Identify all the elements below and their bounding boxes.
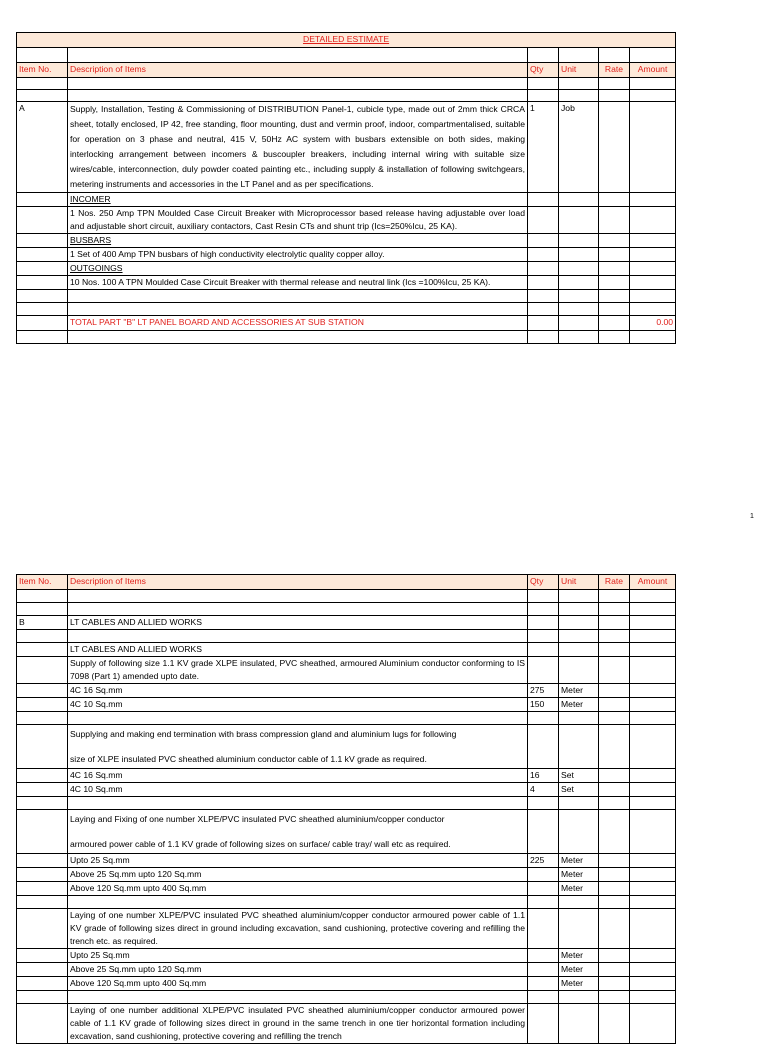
- header-unit: Unit: [559, 575, 599, 590]
- table-row: 4C 10 Sq.mm 150 Meter: [17, 698, 676, 712]
- outgoings-description: 10 Nos. 100 A TPN Moulded Case Circuit Breaker with thermal release and neutral link (Ics =100%Icu, 25 KA).: [68, 276, 528, 290]
- item-qty: 1: [528, 102, 559, 193]
- header-qty: Qty: [528, 63, 559, 78]
- table-row: [17, 725, 676, 769]
- table-row: [17, 248, 676, 262]
- table-row: Upto 25 Sq.mm Meter: [17, 949, 676, 963]
- item-unit: Job: [559, 102, 599, 193]
- total-row: [17, 316, 676, 331]
- incomer-heading: INCOMER: [68, 193, 528, 207]
- header-item-no: Item No.: [17, 63, 68, 78]
- table-row: Above 25 Sq.mm upto 120 Sq.mm Meter: [17, 868, 676, 882]
- table-row: [17, 643, 676, 657]
- table-row: [17, 102, 676, 193]
- table-row: Above 120 Sq.mm upto 400 Sq.mm Meter: [17, 882, 676, 896]
- table-row: [17, 657, 676, 684]
- table-row: Upto 25 Sq.mm 225 Meter: [17, 854, 676, 868]
- item-number: B: [17, 616, 68, 630]
- sheet-title: DETAILED ESTIMATE: [17, 33, 676, 48]
- table-row: 4C 16 Sq.mm 16 Set: [17, 769, 676, 783]
- header-rate: Rate: [599, 63, 630, 78]
- table-row: [17, 193, 676, 207]
- table-row: 4C 16 Sq.mm 275 Meter: [17, 684, 676, 698]
- estimate-table-part-1: [16, 32, 676, 344]
- header-qty: Qty: [528, 575, 559, 590]
- outgoings-heading: OUTGOINGS: [68, 262, 528, 276]
- estimate-table-part-2: [16, 574, 676, 1044]
- sub-title: LT CABLES AND ALLIED WORKS: [68, 643, 528, 657]
- item-description: Supply, Installation, Testing & Commissioning of DISTRIBUTION Panel-1, cubicle type, made out of 2mm thick CRCA sheet, totally enclosed, IP 42, free standing, floor mounting, dust and vermin proof, indoor, compartmentalised, suitable for operation on 3 phase and neutral, 415 V, 50Hz AC system with busbars extensible on both sides, making interlocking arrangement between incomers & buscoupler breakers, including internal wiring with suitable size wires/cable, interconnection, duly powder coated painting etc., including supply & installation of following switchgears, metering instruments and accessories in the LT Panel and as per specifications.: [68, 102, 528, 193]
- header-amount: Amount: [630, 63, 676, 78]
- table-row: [17, 616, 676, 630]
- page-number: 1: [750, 513, 754, 520]
- incomer-description: 1 Nos. 250 Amp TPN Moulded Case Circuit Breaker with Microprocessor based release having adjustable over load and adjustable short circuit, auxiliary contactors, Cast Resin CTs and shunt trip (Ics=250%Icu, 25 KA).: [68, 207, 528, 234]
- table-row: [17, 909, 676, 949]
- supply-description: Supply of following size 1.1 KV grade XLPE insulated, PVC sheathed, armoured Aluminium conductor conforming to IS 7098 (Part 1) amended upto date.: [68, 657, 528, 684]
- header-unit: Unit: [559, 63, 599, 78]
- busbars-description: 1 Set of 400 Amp TPN busbars of high conductivity electrolytic quality copper alloy.: [68, 248, 528, 262]
- header-description: Description of Items: [68, 63, 528, 78]
- busbars-heading: BUSBARS: [68, 234, 528, 248]
- additional-laying-description: Laying of one number additional XLPE/PVC insulated PVC sheathed aluminium/copper conductor armoured power cable of 1.1 KV grade of following sizes direct in ground in the same trench in one tier horizontal formation including excavation, sand cushioning, protective covering and refilling the trench: [68, 1004, 528, 1044]
- ground-laying-description: Laying of one number XLPE/PVC insulated PVC sheathed aluminium/copper conductor armoured power cable of 1.1 KV grade of following sizes direct in ground including excavation, sand cushioning, protective covering and refilling the trench etc. as required.: [68, 909, 528, 949]
- table-row: [17, 276, 676, 290]
- header-rate: Rate: [599, 575, 630, 590]
- table-row: Above 25 Sq.mm upto 120 Sq.mm Meter: [17, 963, 676, 977]
- header-amount: Amount: [630, 575, 676, 590]
- total-label: TOTAL PART "B" LT PANEL BOARD AND ACCESSORIES AT SUB STATION: [68, 316, 528, 331]
- section-title: LT CABLES AND ALLIED WORKS: [68, 616, 528, 630]
- column-header-row: [17, 575, 676, 590]
- table-row: [17, 207, 676, 234]
- table-row: [17, 234, 676, 248]
- laying-description: Laying and Fixing of one number XLPE/PVC insulated PVC sheathed aluminium/copper conductor armoured power cable of 1.1 KV grade of following sizes on surface/ cable tray/ wall etc as required.: [68, 810, 528, 854]
- table-row: [17, 262, 676, 276]
- item-number: A: [17, 102, 68, 193]
- table-row: 4C 10 Sq.mm 4 Set: [17, 783, 676, 797]
- table-row: Above 120 Sq.mm upto 400 Sq.mm Meter: [17, 977, 676, 991]
- header-item-no: Item No.: [17, 575, 68, 590]
- table-row: [17, 810, 676, 854]
- header-description: Description of Items: [68, 575, 528, 590]
- total-amount: 0.00: [630, 316, 676, 331]
- column-header-row: [17, 63, 676, 78]
- termination-description: Supplying and making end termination with brass compression gland and aluminium lugs for following size of XLPE insulated PVC sheathed aluminium conductor cable of 1.1 kV grade as required.: [68, 725, 528, 769]
